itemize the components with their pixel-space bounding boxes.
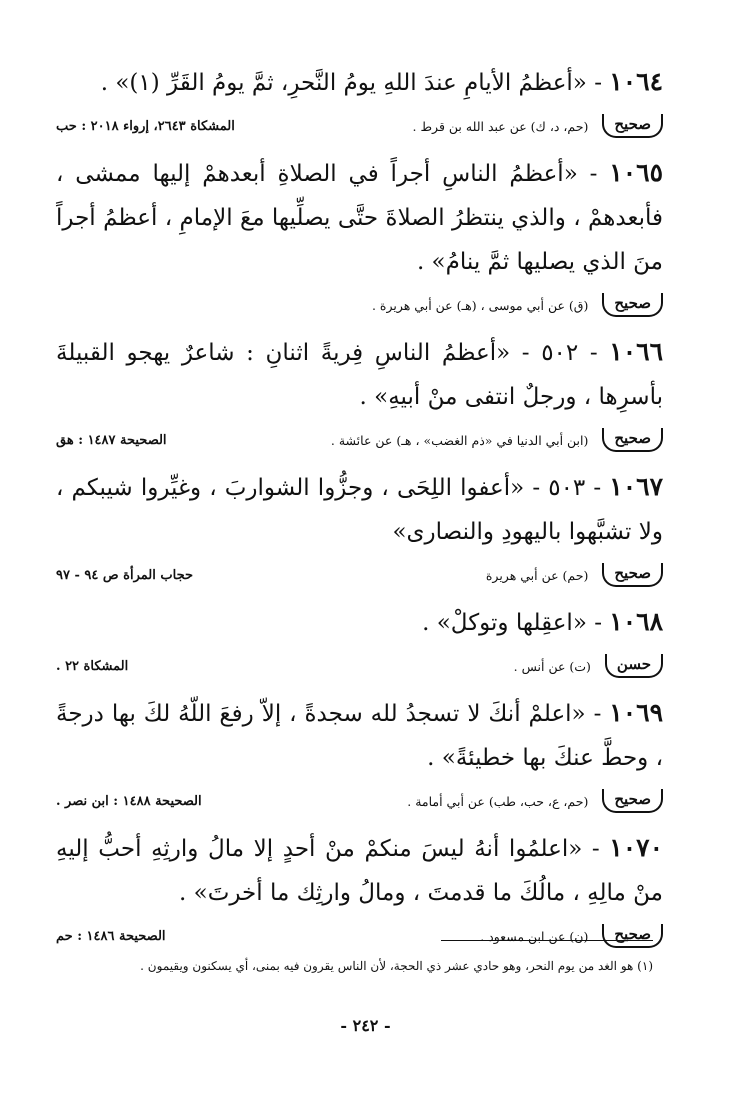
hadith-text xyxy=(56,691,663,780)
hadith-reference: الصحيحة ١٤٨٦ : حم xyxy=(56,928,166,944)
hadith-source: (ابن أبي الدنيا في «ذم الغضب» ، هـ) عن عائشة . xyxy=(330,432,589,448)
hadith-number: ١٠٧٠ xyxy=(609,833,663,862)
hadith-list xyxy=(56,60,663,953)
hadith-meta xyxy=(56,919,663,953)
grade-badge: صحيح xyxy=(602,293,663,317)
footnote: (١) هو الغد من يوم النحر، وهو حادي عشر ذي الحجة، لأن الناس يقرون فيه بمنى، أي يسكنون ويقيمون . xyxy=(140,959,653,973)
hadith-reference: المشكاة ٢٢ . xyxy=(56,658,129,674)
grade-badge: صحيح xyxy=(602,114,663,138)
hadith-source: (حم) عن أبي هريرة xyxy=(485,567,589,583)
hadith-line: - «أعظمُ الناسِ أجراً في الصلاةِ أبعدهمْ إليها ممشى ، xyxy=(56,161,598,187)
hadith-meta xyxy=(56,423,663,457)
hadith-meta xyxy=(56,109,663,143)
hadith-source: (حم، ع، حب، طب) عن أبي أمامة . xyxy=(407,793,589,809)
hadith-line: بأسرِها ، ورجلٌ انتفى منْ أبيهِ» . xyxy=(359,384,663,410)
footnote-divider xyxy=(441,940,653,941)
hadith-meta xyxy=(56,649,663,683)
hadith-line: - «اعقِلها وتوكلْ» . xyxy=(422,610,602,636)
hadith-text xyxy=(56,826,663,915)
hadith-text xyxy=(56,330,663,419)
hadith-line: - ٥٠٣ - «أعفوا اللِحَى ، وجزُّوا الشواربَ ، وغيِّروا xyxy=(140,475,602,501)
grade-badge: حسن xyxy=(605,654,663,678)
hadith-number: ١٠٦٥ xyxy=(609,158,663,187)
hadith-source: (حم، د، ك) عن عبد الله بن قرط . xyxy=(412,118,589,134)
hadith-line: شيبكم ، ولا تشبَّهوا باليهودِ والنصارى» xyxy=(56,475,663,545)
hadith-number: ١٠٦٦ xyxy=(609,337,663,366)
hadith-entry xyxy=(56,465,663,592)
hadith-number: ١٠٦٤ xyxy=(609,67,663,96)
hadith-reference: الصحيحة ١٤٨٧ : هق xyxy=(56,432,167,448)
hadith-entry xyxy=(56,151,663,322)
hadith-entry xyxy=(56,60,663,143)
hadith-line: - ٥٠٢ - «أعظمُ الناسِ فِريةً اثنانِ : شاعرٌ يهجو القبيلةَ xyxy=(56,340,598,366)
hadith-entry xyxy=(56,330,663,457)
hadith-reference: حجاب المرأة ص ٩٤ - ٩٧ xyxy=(56,567,193,583)
hadith-source: (ت) عن أنس . xyxy=(513,658,591,674)
grade-badge: صحيح xyxy=(602,924,663,948)
grade-badge: صحيح xyxy=(602,428,663,452)
hadith-number: ١٠٦٨ xyxy=(609,607,663,636)
hadith-meta xyxy=(56,288,663,322)
hadith-line: الذي يصليها ثمَّ ينامُ» . xyxy=(416,249,626,275)
page-number: - ٢٤٢ - xyxy=(340,1016,391,1035)
hadith-entry xyxy=(56,600,663,683)
hadith-text xyxy=(56,151,663,284)
hadith-source: (ن) عن ابن مسعود . xyxy=(480,928,589,944)
hadith-text xyxy=(56,600,663,645)
grade-badge: صحيح xyxy=(602,563,663,587)
hadith-meta xyxy=(56,558,663,592)
hadith-text xyxy=(56,465,663,554)
hadith-reference: الصحيحة ١٤٨٨ : ابن نصر . xyxy=(56,793,202,809)
grade-badge: صحيح xyxy=(602,789,663,813)
hadith-entry xyxy=(56,826,663,953)
hadith-line: مالِهِ ، مالُكَ ما قدمتَ ، ومالُ وارثِك ما أخرتَ» . xyxy=(179,880,626,906)
hadith-line: فأبعدهمْ ، والذي ينتظرُ الصلاةَ حتَّى يصلِّيها معَ الإمامِ ، أعظمُ أجراً منَ xyxy=(56,205,664,275)
hadith-source: (ق) عن أبي موسى ، (هـ) عن أبي هريرة . xyxy=(371,297,589,313)
hadith-number: ١٠٦٩ xyxy=(609,698,664,727)
hadith-text xyxy=(56,60,663,105)
hadith-line: - «اعلمُوا أنهُ ليسَ منكمْ منْ أحدٍ إلا مالُ وارثِهِ أحبُّ إليهِ منْ xyxy=(56,836,663,906)
hadith-line: - «اعلمْ أنكَ لا تسجدُ لله سجدةً ، إلاّ رفعَ اللّهُ لكَ بها xyxy=(111,701,602,727)
hadith-entry xyxy=(56,691,663,818)
hadith-line: درجةً ، وحطَّ عنكَ بها خطيئةً» . xyxy=(56,701,663,771)
hadith-reference: المشكاة ٢٦٤٣، إرواء ٢٠١٨ : حب xyxy=(56,118,235,134)
hadith-line: - «أعظمُ الأيامِ عندَ اللهِ يومُ النَّحرِ، ثمَّ يومُ القَرِّ (١)» . xyxy=(100,70,602,96)
hadith-number: ١٠٦٧ xyxy=(609,472,664,501)
hadith-meta xyxy=(56,784,663,818)
